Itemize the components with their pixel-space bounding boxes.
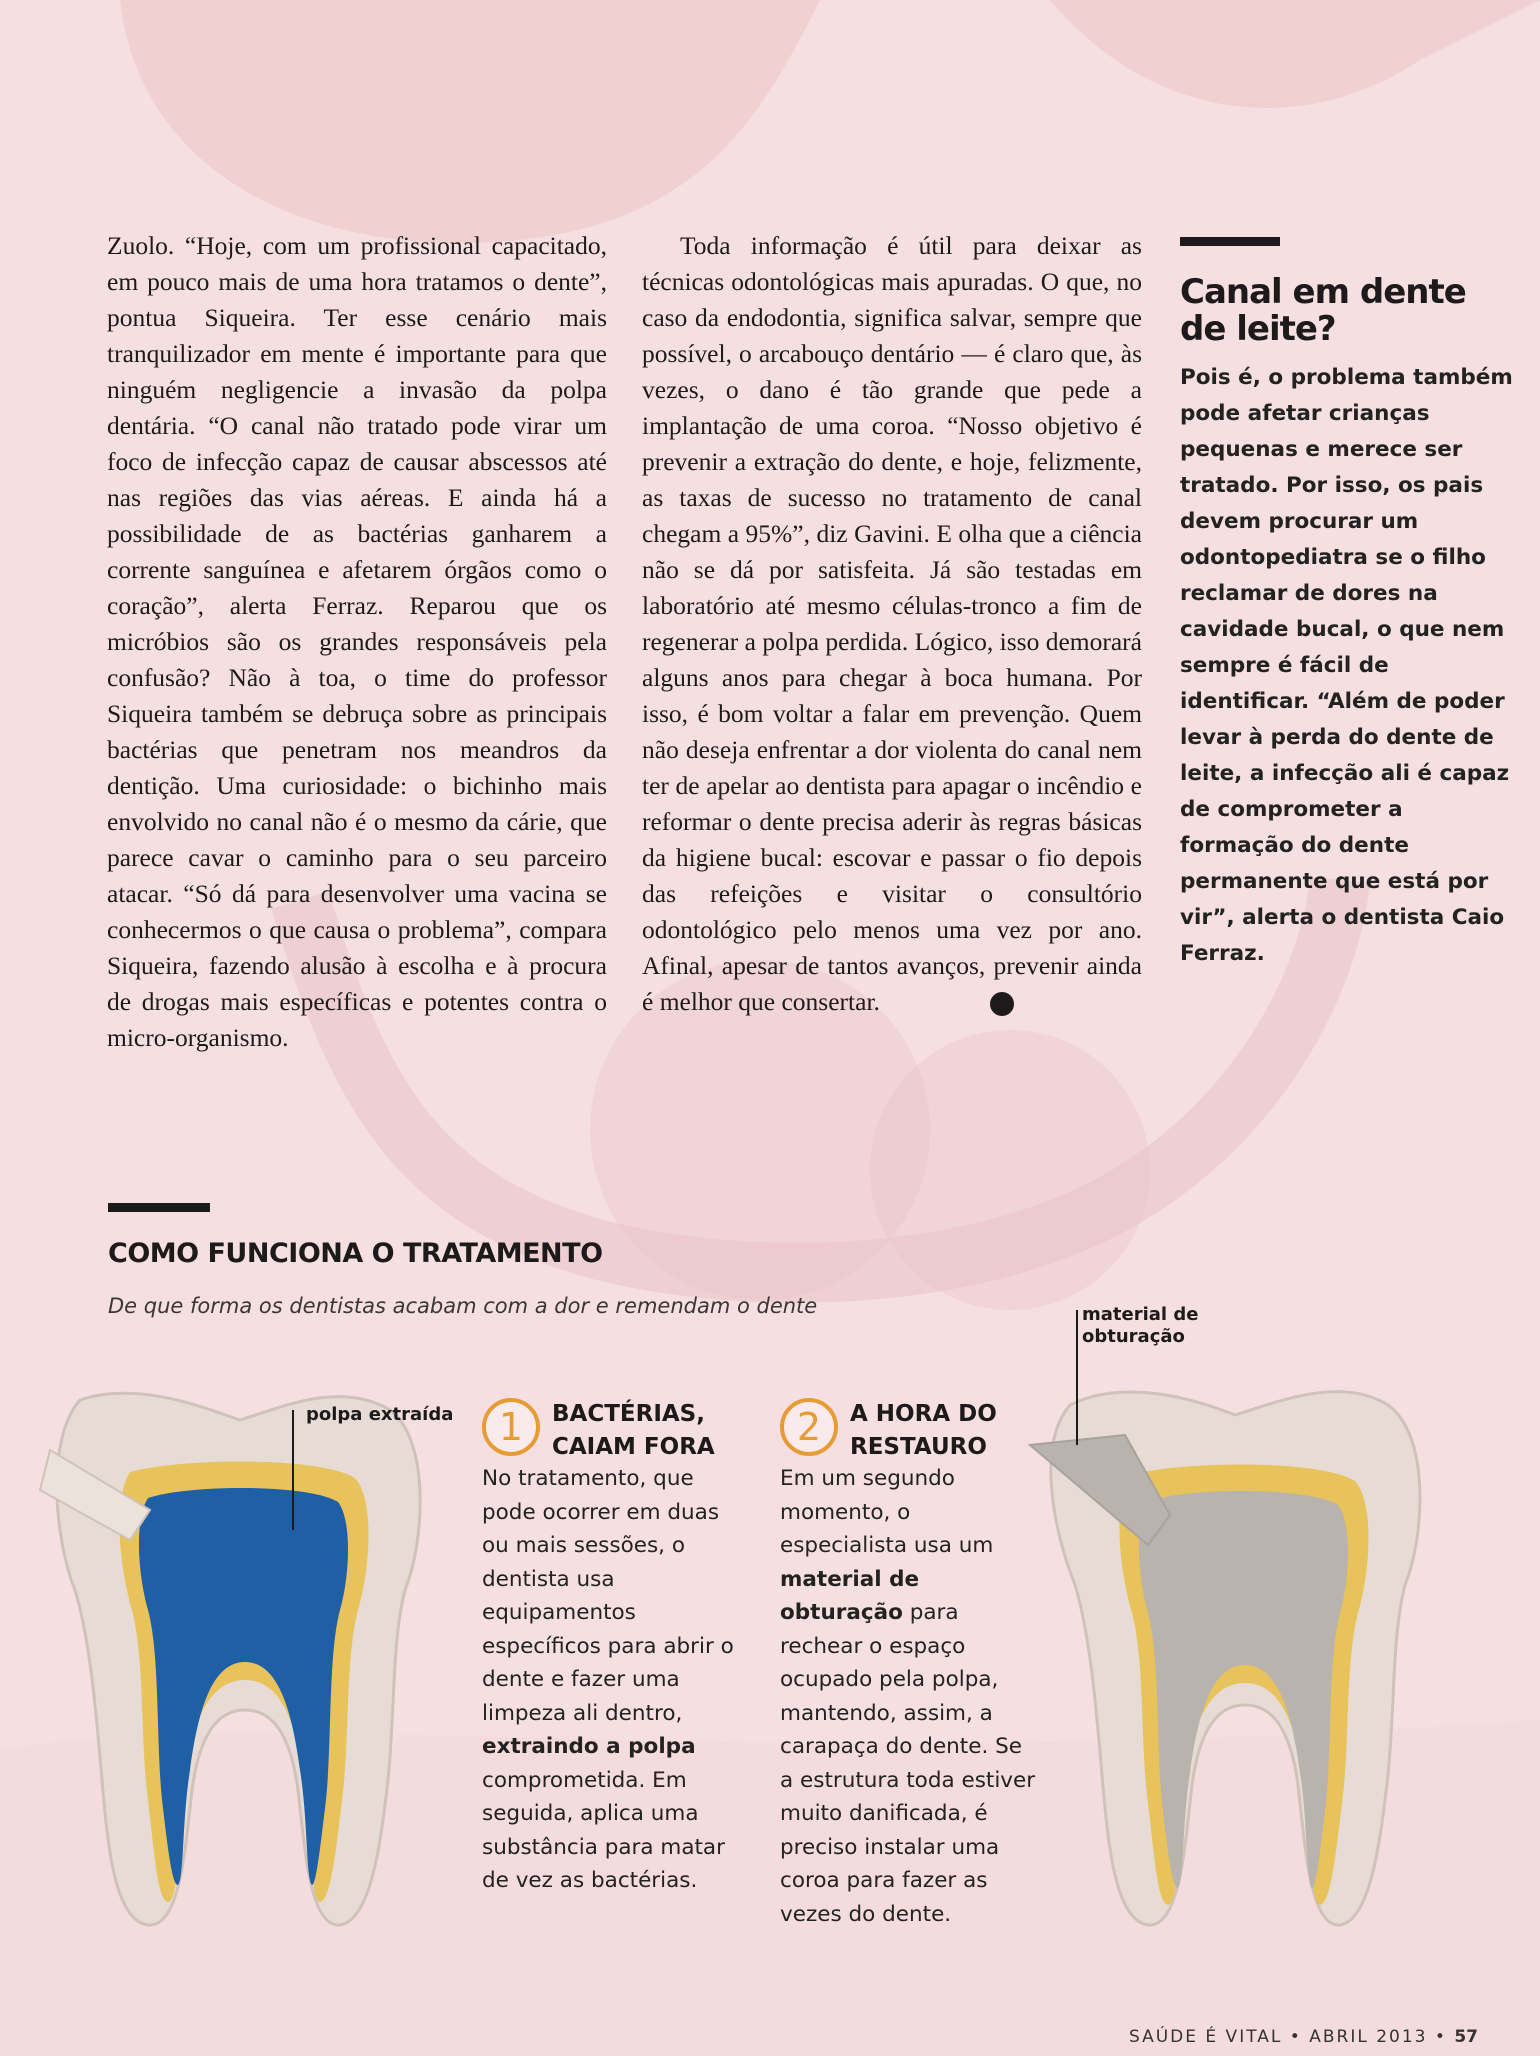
article-paragraph-1: Zuolo. “Hoje, com um profissional capacitado, em pouco mais de uma hora tratamos o dente”, pontua Siqueira. Ter esse cenário mais tranquilizador em mente é importante para que ninguém negligencie a invasão da polpa dentária. “O canal não tratado pode virar um foco de infecção capaz de causar abscessos até nas regiões das vias aéreas. E ainda há a possibilidade de as bactérias ganharem a corrente sanguínea e afetarem órgãos como o coração”, alerta Ferraz. Reparou que os micróbios são os grandes responsáveis pela confusão? Não à toa, o time do professor Siqueira também se debruça sobre as principais bactérias que penetram nos meandros da dentição. Uma curiosidade: o bichinho mais envolvido no canal não é o mesmo da cárie, que parece cavar o caminho para o seu parceiro atacar. “Só dá para desenvolver uma vacina se conhecermos o que causa o problema”, compara Siqueira, fazendo alusão à escolha e à procura de drogas mais específicas e potentes contra o micro-organismo. — [107, 231, 607, 1052]
step-2-title: A HORA DO RESTAURO — [850, 1401, 997, 1460]
page-footer: SAÚDE É VITAL • ABRIL 2013 • 57 — [1129, 2027, 1478, 2047]
label-material-de-obturacao: material de obturação — [1082, 1304, 1199, 1347]
step-1-text-start: No tratamento, que pode ocorrer em duas ou mais sessões, o dentista usa equipamentos específicos para abrir o dente e fazer uma limpeza ali dentro, — [482, 1466, 734, 1726]
footer-date: ABRIL 2013 — [1309, 2027, 1428, 2047]
step-1-text-bold: extraindo a polpa — [482, 1734, 696, 1759]
footer-magazine: SAÚDE É VITAL — [1129, 2027, 1283, 2047]
article-column-1 — [107, 228, 607, 1056]
article-column-2 — [642, 228, 1142, 1020]
infographic-subtitle: De que forma os dentistas acabam com a dor e remendam o dente — [108, 1294, 818, 1318]
step-1-text — [482, 1462, 742, 1898]
tooth-filled-illustration — [1010, 1375, 1440, 1940]
step-1-text-end: comprometida. Em seguida, aplica uma substância para matar de vez as bactérias. — [482, 1767, 725, 1893]
step-2-number-badge: 2 — [780, 1398, 838, 1456]
sidebar-box — [1180, 274, 1515, 972]
step-1-title: BACTÉRIAS, CAIAM FORA — [552, 1401, 715, 1460]
label-polpa-extraida: polpa extraída — [306, 1404, 454, 1425]
section-rule — [108, 1203, 210, 1212]
step-1 — [482, 1398, 742, 1928]
step-1-number-badge: 1 — [482, 1398, 540, 1456]
step-2-text-bold: material de obturação — [780, 1566, 920, 1625]
sidebar-title: Canal em dente de leite? — [1180, 272, 1466, 349]
callout-line-polpa — [292, 1410, 294, 1530]
step-2-text — [780, 1462, 1040, 1931]
tooth-pulp-extracted-illustration — [20, 1380, 440, 1940]
infographic-title: COMO FUNCIONA O TRATAMENTO — [108, 1238, 603, 1269]
article-paragraph-2 — [642, 228, 1142, 1020]
step-2-text-start: Em um segundo momento, o especialista usa um — [780, 1466, 994, 1558]
end-of-article-dot-icon — [990, 992, 1014, 1016]
callout-line-material — [1076, 1310, 1078, 1445]
step-2 — [780, 1398, 1040, 1928]
step-2-text-end: para rechear o espaço ocupado pela polpa, mantendo, assim, a carapaça do dente. Se a estrutura toda estiver muito danificada, é preciso instalar uma coroa para fazer as vezes do dente. — [780, 1600, 1036, 1927]
sidebar-rule — [1180, 237, 1280, 246]
footer-page-number: 57 — [1454, 2027, 1478, 2047]
sidebar-text: Pois é, o problema também pode afetar crianças pequenas e merece ser tratado. Por isso, os pais devem procurar um odontopediatra se o filho reclamar de dores na cavidade bucal, o que nem sempre é fácil de identificar. “Além de poder levar à perda do dente de leite, a infecção ali é capaz de comprometer a formação do dente permanente que está por vir”, alerta o dentista Caio Ferraz. — [1180, 365, 1513, 966]
article-paragraph-2-text: Toda informação é útil para deixar as técnicas odontológicas mais apuradas. O que, no caso da endodontia, significa salvar, sempre que possível, o arcabouço dentário — é claro que, às vezes, o dano é tão grande que pede a implantação de uma coroa. “Nosso objetivo é prevenir a extração do dente, e hoje, felizmente, as taxas de sucesso no tratamento de canal chegam a 95%”, diz Gavini. E olha que a ciência não se dá por satisfeita. Já são testadas em laboratório até mesmo células-tronco a fim de regenerar a polpa perdida. Lógico, isso demorará alguns anos para chegar à boca humana. Por isso, é bom voltar a falar em prevenção. Quem não deseja enfrentar a dor violenta do canal nem ter de apelar ao dentista para apagar o incêndio e reformar o dente precisa aderir às regras básicas da higiene bucal: escovar e passar o fio depois das refeições e visitar o consultório odontológico pelo menos uma vez por ano. Afinal, apesar de tantos avanços, prevenir ainda é melhor que consertar. — [642, 231, 1142, 1016]
